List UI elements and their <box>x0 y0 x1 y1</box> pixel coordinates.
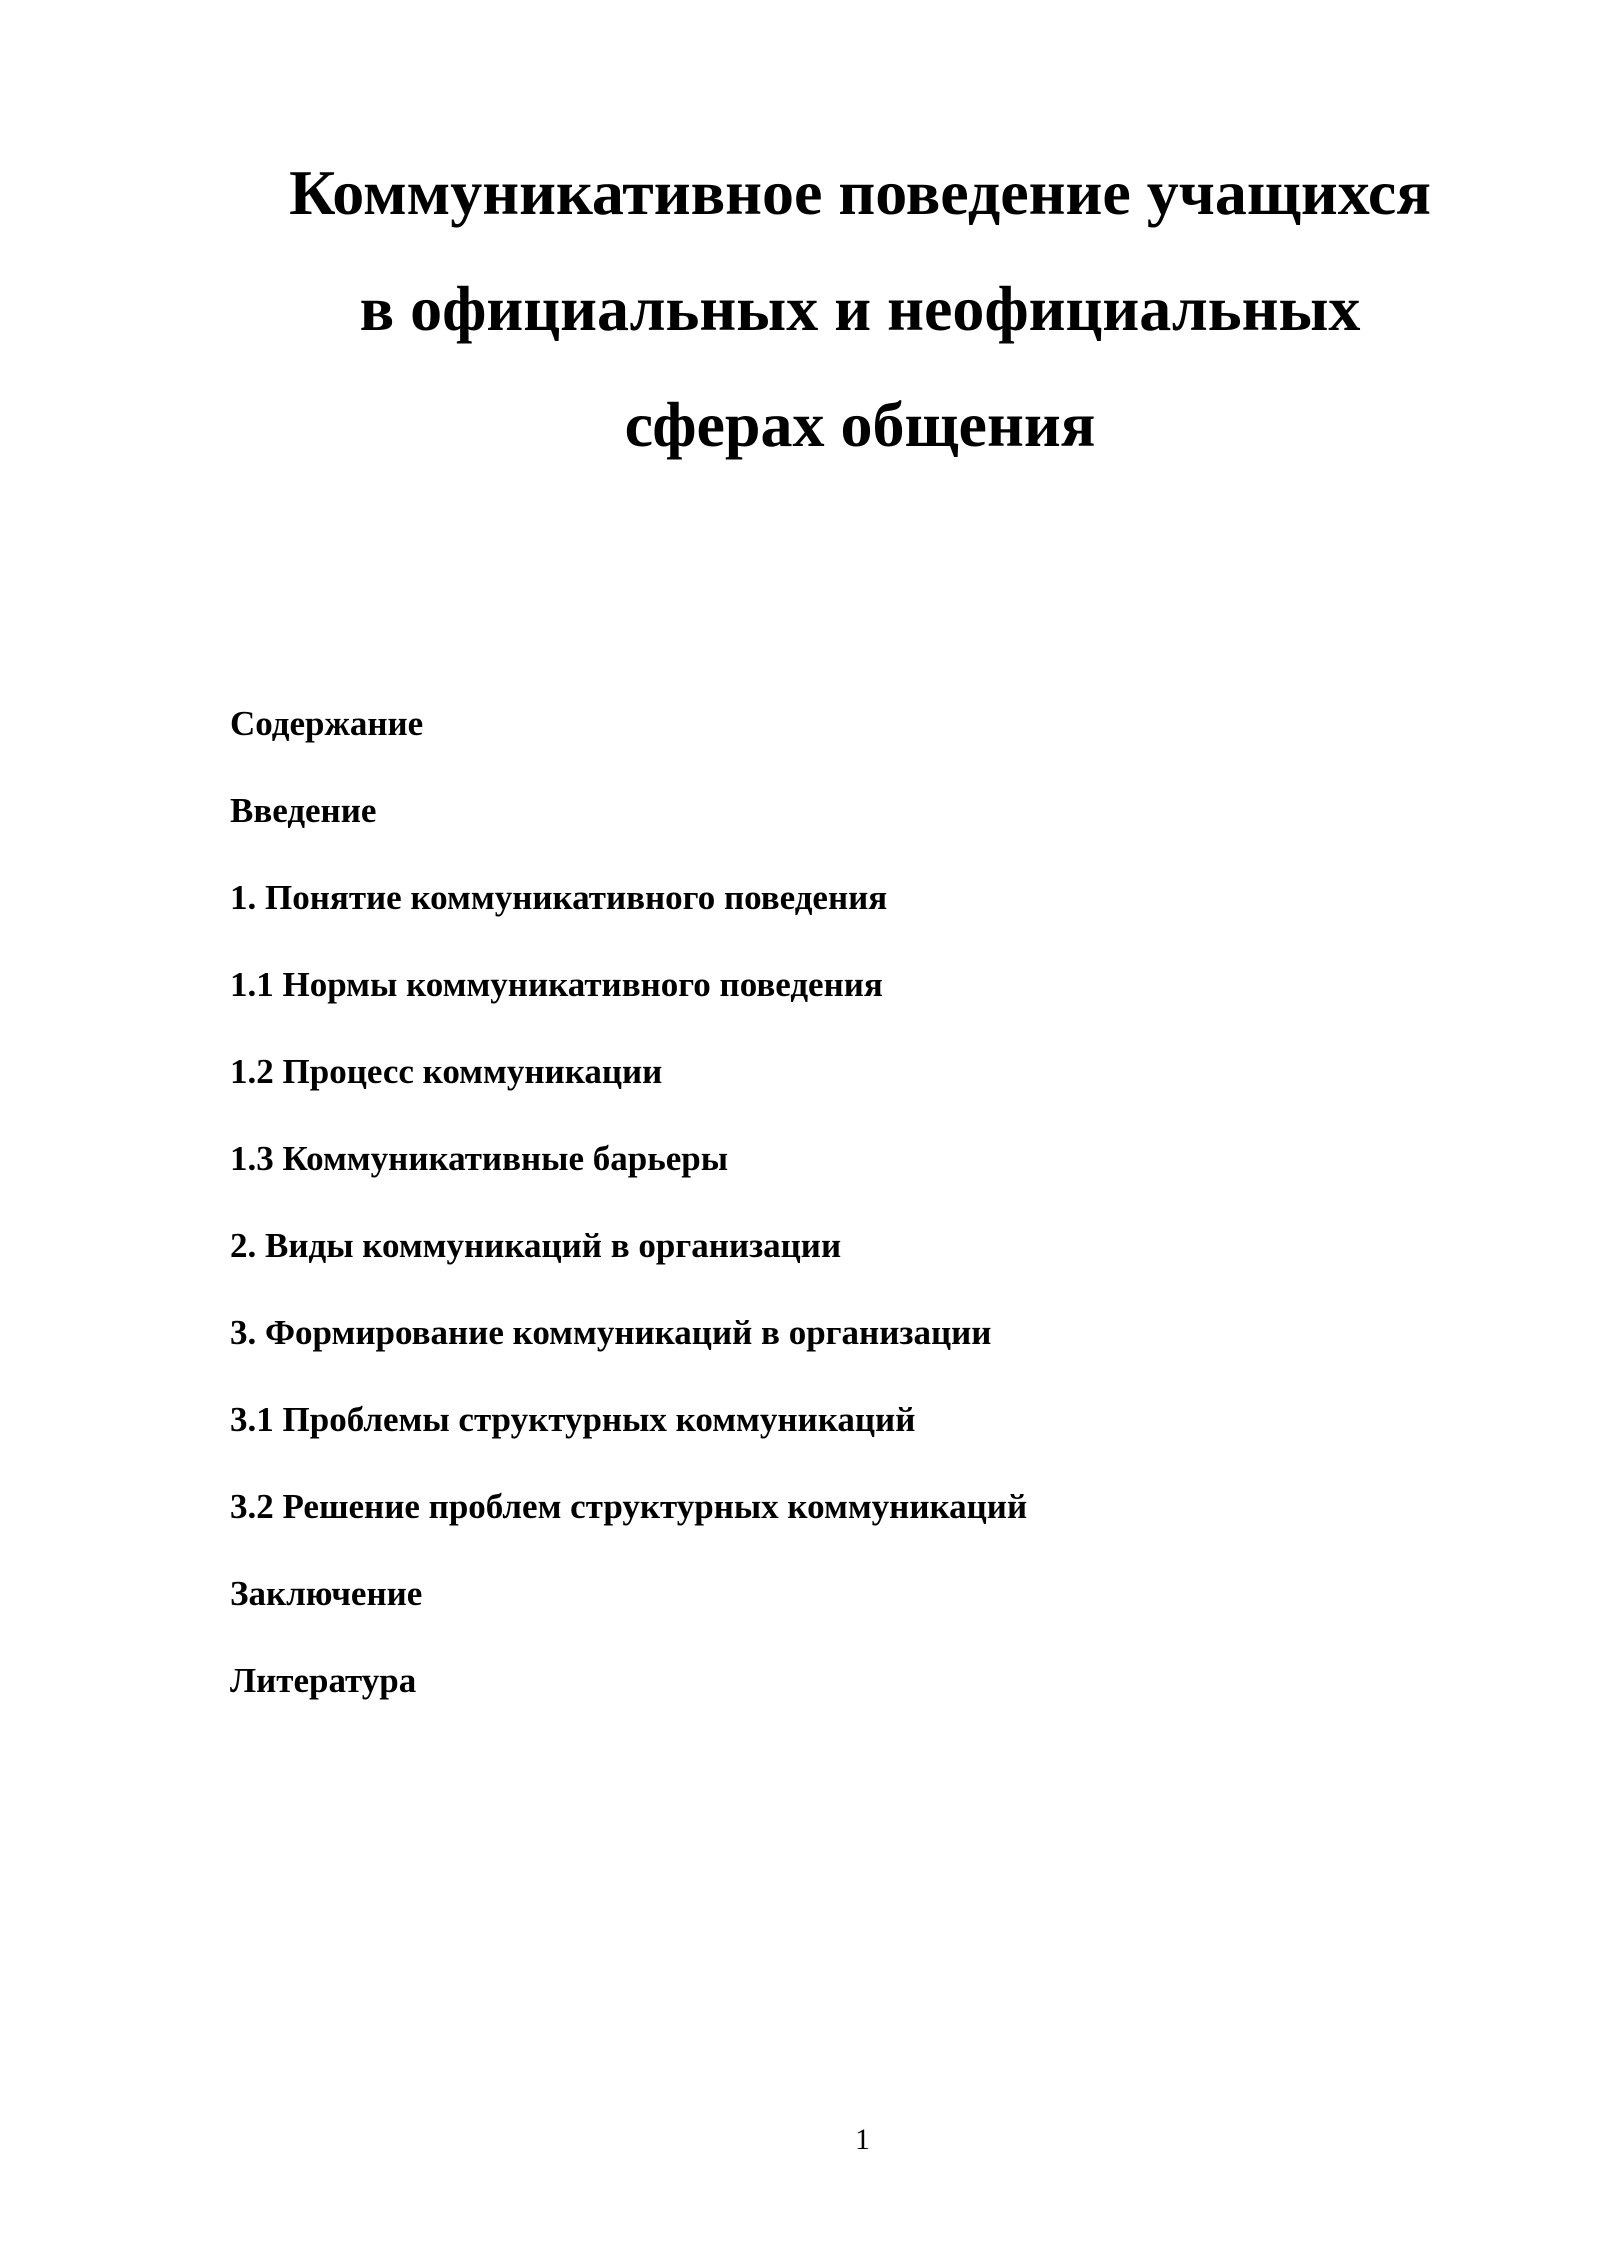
toc-item-section-1-1: 1.1 Нормы коммуникативного поведения <box>230 965 883 1004</box>
title-line-2: в официальных и неофициальных <box>359 273 1361 344</box>
toc-item-section-3-2: 3.2 Решение проблем структурных коммуникаций <box>230 1487 1028 1526</box>
page-number: 1 <box>855 2123 870 2156</box>
toc-item-section-1: 1. Понятие коммуникативного поведения <box>230 878 888 917</box>
table-of-contents <box>230 680 1430 1724</box>
title-line-1: Коммуникативное поведение учащихся <box>289 157 1431 228</box>
toc-heading: Содержание <box>230 704 424 743</box>
toc-item-literature: Литература <box>230 1661 417 1700</box>
toc-item-introduction: Введение <box>230 791 377 830</box>
toc-item-section-3: 3. Формирование коммуникаций в организации <box>230 1313 992 1352</box>
toc-item-section-1-3: 1.3 Коммуникативные барьеры <box>230 1139 729 1178</box>
toc-item-conclusion: Заключение <box>230 1574 423 1613</box>
title-line-3: сферах общения <box>624 389 1096 460</box>
toc-item-section-3-1: 3.1 Проблемы структурных коммуникаций <box>230 1400 916 1439</box>
document-title <box>230 135 1490 483</box>
toc-item-section-1-2: 1.2 Процесс коммуникации <box>230 1052 663 1091</box>
toc-item-section-2: 2. Виды коммуникаций в организации <box>230 1226 842 1265</box>
